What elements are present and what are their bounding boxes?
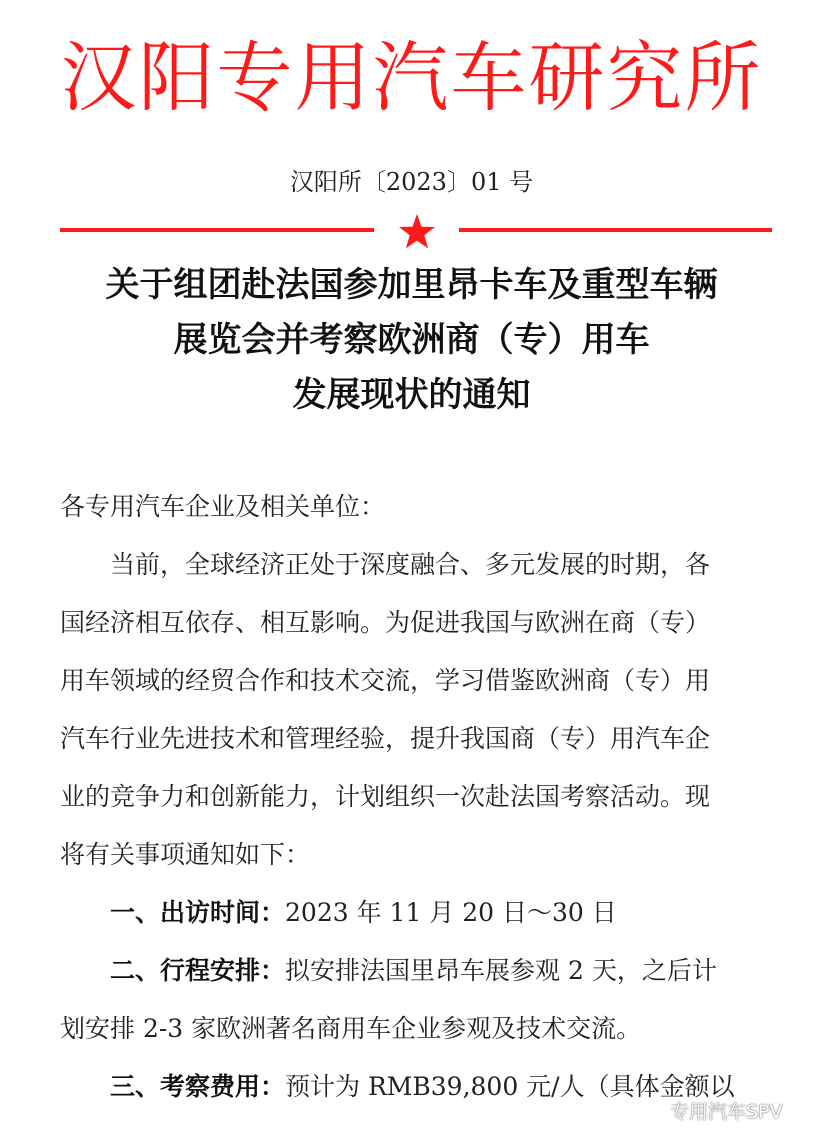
item-label: 二、行程安排： [110, 956, 286, 985]
item-label: 三、考察费用： [110, 1072, 286, 1101]
wechat-icon [638, 1099, 664, 1121]
item-itinerary-continued: 划安排 2-3 家欧洲著名商用车企业参观及技术交流。 [60, 1014, 642, 1043]
watermark [638, 1095, 783, 1125]
salutation: 各专用汽车企业及相关单位： [60, 492, 386, 521]
red-rule-left [60, 228, 374, 232]
red-rule-right [459, 228, 772, 232]
watermark-text: 专用汽车SPV [670, 1100, 783, 1123]
item-text: 2023 年 11 月 20 日～30 日 [285, 898, 617, 927]
title-line: 关于组团赴法国参加里昂卡车及重型车辆 [105, 265, 718, 305]
intro-paragraph-line: 国经济相互依存、相互影响。为促进我国与欧洲在商（专） [60, 608, 711, 637]
star-icon [397, 212, 437, 252]
document-number: 汉阳所〔2023〕01 号 [289, 168, 534, 196]
item-label: 一、出访时间： [110, 898, 286, 927]
intro-paragraph-line: 当前，全球经济正处于深度融合、多元发展的时期，各 [110, 550, 711, 579]
intro-paragraph-line: 汽车行业先进技术和管理经验，提升我国商（专）用汽车企 [60, 724, 711, 753]
document-body [60, 478, 764, 1116]
item-visit-time [60, 884, 764, 942]
notice-title [0, 258, 823, 423]
title-line: 发展现状的通知 [292, 375, 531, 415]
item-text: 拟安排法国里昂车展参观 2 天，之后计 [285, 956, 717, 985]
intro-paragraph-line: 业的竞争力和创新能力，计划组织一次赴法国考察活动。现 [60, 782, 711, 811]
title-line: 展览会并考察欧洲商（专）用车 [173, 320, 650, 360]
intro-paragraph-line: 将有关事项通知如下： [60, 840, 311, 869]
item-text: 预计为 RMB39,800 元/人（具体金额以 [285, 1072, 735, 1101]
organization-header: 汉阳专用汽车研究所 [60, 33, 763, 122]
item-itinerary [60, 942, 764, 1000]
intro-paragraph-line: 用车领域的经贸合作和技术交流，学习借鉴欧洲商（专）用 [60, 666, 711, 695]
